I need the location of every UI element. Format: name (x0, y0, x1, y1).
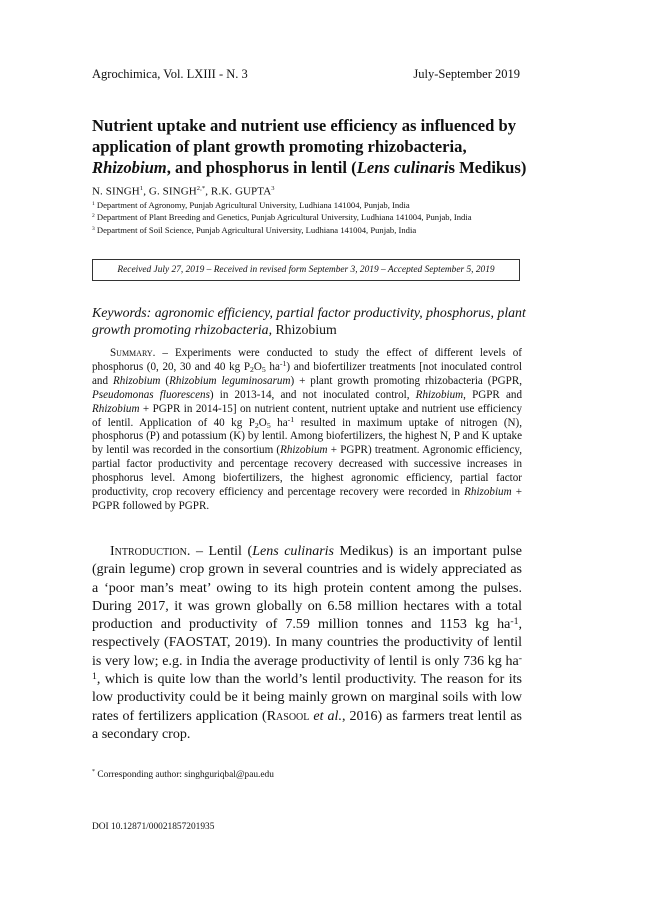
author-3: R.K. GUPTA (210, 185, 272, 198)
submission-dates: Received July 27, 2019 – Received in revised form September 3, 2019 – Accepted September 5, 2019 (117, 265, 495, 275)
running-header (92, 67, 520, 82)
submission-dates-box (92, 259, 520, 281)
journal-name: Agrochimica, Vol. LXIII - N. 3 (92, 67, 248, 81)
affiliation-1: $^1$ Department of Agronomy, Punjab Agricultural University, Ludhiana 141004, Punjab, India (92, 200, 410, 210)
paper-title: Nutrient uptake and nutrient use efficiency as influenced by application of plant growth promoting rhizobacteria, Rhizobium, and phosphorus in lentil (Lens culinaris Medikus) (92, 116, 527, 177)
summary-paragraph: Summary. – Experiments were conducted to study the effect of different levels of phosphorus (0, 20, 30 and 40 kg $P_2O_5$ $ha^{-1}$) and biofertilizer treatments [not inoculated control and Rhizobium (Rhizobium leguminosarum) + plant growth promoting rhizobacteria (PGPR, Pseudomonas fluorescens) in 2013-14, and not inoculated control, Rhizobium, PGPR and Rhizobium + PGPR in 2014-15] on nutrient content, nutrient uptake and nutrient use efficiency of lentil. Application of 40 kg $P_2O_5$ $ha^{-1}$ resulted in maximum uptake of nitrogen (N), phosphorus (P) and potassium (K) by lentil. Among biofertilizers, the highest N, P and K uptake by lentil was recorded in the consortium (Rhizobium + PGPR) treatment. Agronomic efficiency, partial factor productivity and percentage recovery decreased with successive increases in phosphorus level. Among biofertilizers, the highest agronomic efficiency, partial factor productivity, crop recovery efficiency and percentage recovery were recorded in Rhizobium + PGPR followed by PGPR. (92, 347, 523, 512)
title-genus: Rhizobium (92, 158, 167, 177)
summary-label: Summary. (110, 347, 156, 359)
author-2: G. SINGH (148, 185, 197, 198)
affiliation-2: $^2$ Department of Plant Breeding and Genetics, Punjab Agricultural University, Ludhiana 141004, Punjab, India (92, 212, 472, 223)
author-list: N. SINGH$^1$, G. $SINGH^{2,*}$, R.K. GUPTA$^3$ (92, 185, 275, 198)
introduction-label: Introduction. (110, 544, 191, 559)
author-1: N. SINGH (92, 185, 140, 198)
doi: DOI 10.12871/00021857201935 (92, 822, 215, 832)
corresponding-author-footnote: * Corresponding author: singhguriqbal@pau.edu (92, 769, 274, 781)
issue-date: July-September 2019 (413, 67, 520, 81)
introduction-paragraph: Introduction. – Lentil (Lens culinaris Medikus) is an important pulse (grain legume) crop grown in several countries and is widely appreciated as a ‘poor man’s meat’ owing to its high protein content among the pulses. During 2017, it was grown globally on 6.58 million hectares with a total production and productivity of 7.59 million tonnes and 1153 kg $ha^{-1}$, respectively (FAOSTAT, 2019). In many countries the productivity of lentil is very low; e.g. in India the average productivity of lentil is only 736 kg $ha^{-1}$, which is quite low than the world’s lentil productivity. The reason for its low productivity could be it being mainly grown on marginal soils with low rates of fertilizers application (Rasool et al., 2016) as farmers treat lentil as a secondary crop. (92, 544, 522, 742)
affiliation-3: $^3$ Department of Soil Science, Punjab Agricultural University, Ludhiana 141004, Punjab, India (92, 224, 417, 235)
keywords: Keywords: agronomic efficiency, partial factor productivity, phosphorus, plant growth promoting rhizobacteria, Rhizobium (92, 305, 526, 337)
title-species: Lens culinari (356, 158, 449, 177)
affiliations (92, 199, 528, 236)
